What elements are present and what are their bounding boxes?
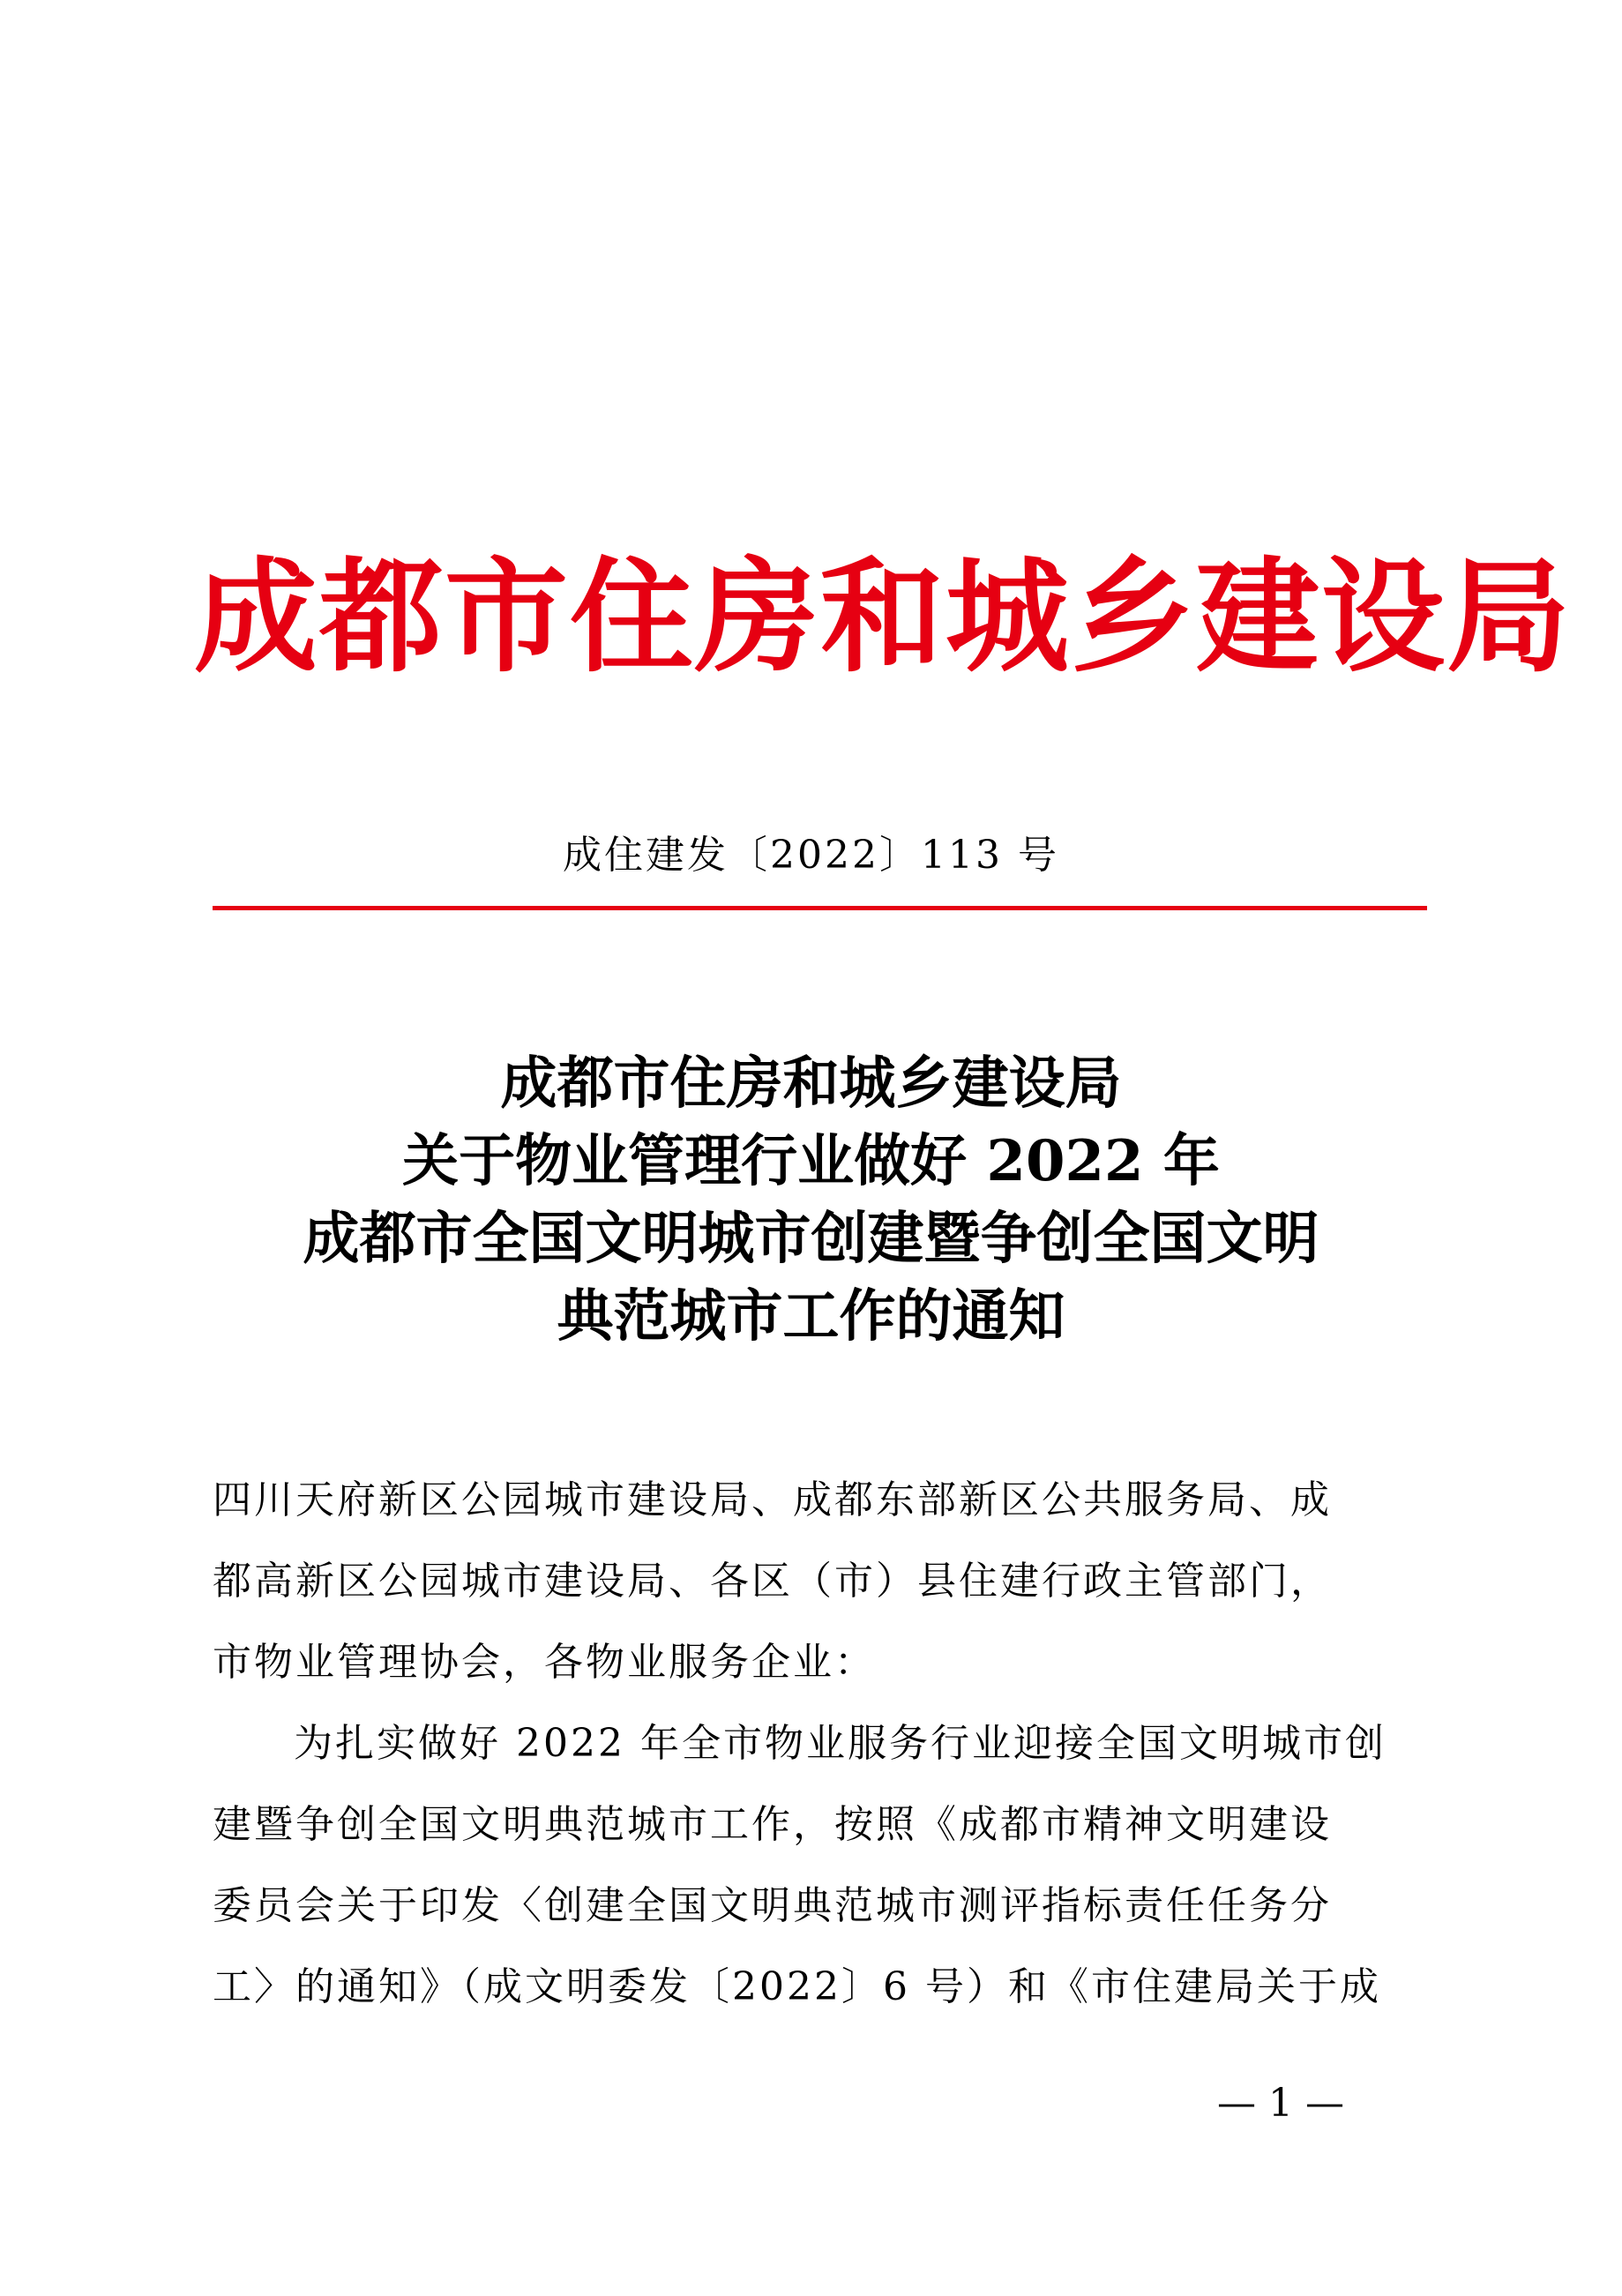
body-paragraph xyxy=(213,1703,1427,2028)
title-line: 典范城市工作的通知 xyxy=(557,1283,1065,1350)
addressee-line: 市物业管理协会，各物业服务企业： xyxy=(213,1640,876,1685)
red-divider-line xyxy=(213,906,1427,910)
document-number: 成住建发〔2022〕113 号 xyxy=(563,833,1059,878)
body-line: 建暨争创全国文明典范城市工作，按照《成都市精神文明建设 xyxy=(213,1802,1332,1847)
addressee-block xyxy=(213,1460,1427,1703)
page-number: — 1 — xyxy=(1217,2081,1344,2126)
addressee-line: 都高新区公园城市建设局、各区（市）县住建行政主管部门， xyxy=(213,1559,1332,1604)
body-line: 为扎实做好 2022 年全市物业服务行业迎接全国文明城市创 xyxy=(294,1721,1387,1766)
title-line: 成都市住房和城乡建设局 xyxy=(500,1051,1122,1117)
body-line: 委员会关于印发〈创建全国文明典范城市测评指标责任任务分 xyxy=(213,1883,1332,1928)
title-line: 成都市全国文明城市创建暨争创全国文明 xyxy=(303,1206,1319,1272)
issuer-header: 成都市住房和城乡建设局 xyxy=(194,545,1573,690)
title-line: 关于物业管理行业做好 2022 年 xyxy=(402,1128,1220,1194)
addressee-line: 四川天府新区公园城市建设局、成都东部新区公共服务局、成 xyxy=(213,1477,1332,1522)
document-title xyxy=(0,1045,1622,1356)
body-line: 工〉的通知》（成文明委发〔2022〕6 号）和《市住建局关于成 xyxy=(213,1964,1381,2009)
